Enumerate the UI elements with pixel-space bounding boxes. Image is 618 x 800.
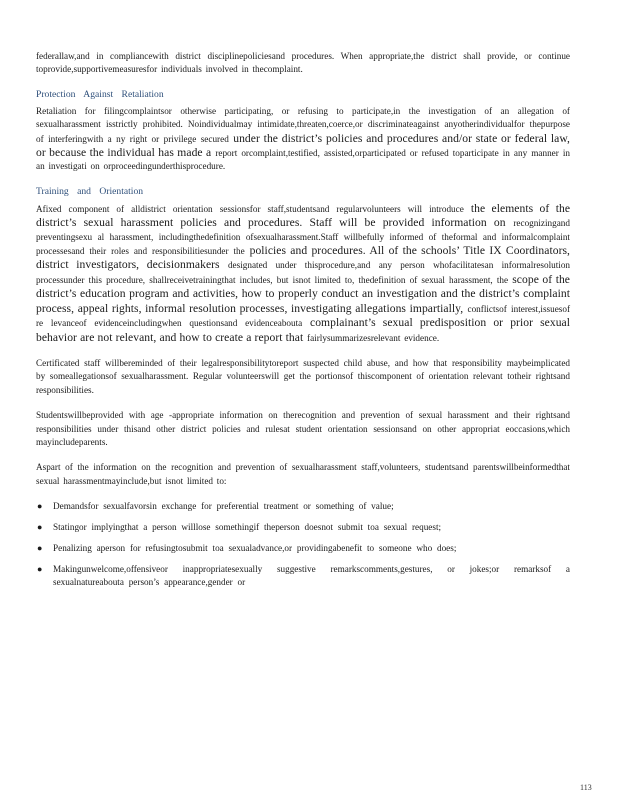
intro-paragraph: federallaw,and in compliancewith district disciplinepoliciesand procedures. When appropriate,the district shall provide, or continue toprovide,supportivemeasuresfor individuals involved in thecomplaint. (36, 51, 570, 75)
training-text-8: complainant’s sexual predisposition or prior sexual behavior are not relevant, and how to create a report that (36, 316, 571, 344)
list-item-text: Demandsfor sexualfavorsin exchange for preferential treatment or something of value; (53, 501, 394, 512)
certificated-staff-paragraph: Certificated staff willbereminded of their legalresponsibilitytoreport suspected child abuse, and how that responsibility maybeimplicated by someallegationsof sexualharassment. Regular volunteerswill get the portionsof thiscomponent of orientation relevant totheir rightsand responsibilities. (36, 357, 570, 395)
list-item-text: Statingor implyingthat a person willlose somethingif theperson doesnot submit toa sexual request; (53, 522, 442, 533)
training-text-7: conflictsof interest,issuesof re levanceof evidenceincludingwhen questionsand evidenceabouta (36, 303, 571, 329)
bullet-icon: ● (37, 564, 43, 575)
list-item (36, 521, 570, 534)
training-text-4: policies and procedures. All of the schools’ Title IX Coordinators, district investigators, decisionmakers (36, 244, 570, 272)
retaliation-text-1: Retaliation for filingcomplaintsor otherwise participating, or refusing to participate,in the investigation of an allegation of sexualharassment isstrictly prohibited. Noindividualmay intimidate,threaten,coerce,or discriminateagainst anyotherindividualfor thepurpose of interferingwith a ny right or privilege secured (36, 105, 570, 144)
list-item-text: Makingunwelcome,offensiveor inappropriatesexually suggestive remarkscomments,gestures, or jokes;or remarksof a sexualnatureabouta person’s appearance,gender or (53, 564, 570, 588)
retaliation-text-3: report orcomplaint,testified, assisted,orparticipated or refused toparticipate in any manner in an investigati on orproceedingunderthisprocedure. (36, 148, 571, 172)
training-text-1: Afixed component of alldistrict orientation sessionsfor staff,studentsand regularvolunteers will introduce (36, 203, 464, 214)
list-item (36, 563, 570, 589)
training-text-6: scope of the district’s education program and activities, how to properly conduct an investigation and the district’s complaint process, appeal rights, informal resolution processes, investigating allegations impartially, (36, 272, 571, 315)
list-item (36, 500, 570, 513)
students-paragraph: Studentswillbeprovided with age -appropriate information on therecognition and prevention of sexual harassment and their rightsand responsibilities under thisand other district policies and rulesat student orientation sessionsand on other appropriat eoccasions,which mayincludeparents. (36, 410, 570, 447)
page-content (36, 50, 570, 597)
training-paragraph (36, 202, 570, 345)
section-heading-retaliation: Protection Against Retaliation (36, 88, 164, 100)
bullet-icon: ● (37, 522, 43, 533)
section-heading-training: Training and Orientation (36, 185, 144, 197)
list-item-text: Penalizing aperson for refusingtosubmit toa sexualadvance,or providingabenefit to someone who does; (53, 543, 457, 554)
training-text-3: recognizingand preventingsexu al harassment, includingthedefinition ofsexualharassment.Staff willbefully informed of theformal and informalcomplaint processesand their roles and responsibilitiesunder the (36, 218, 570, 257)
training-text-5: designated under thisprocedure,and any person whofacilitatesan informalresolution processunder this procedure, shallreceivetrainingthat includes, but isnot limited to, thedefinition of sexual harassment, the (36, 260, 571, 285)
retaliation-paragraph (36, 105, 570, 174)
bullet-icon: ● (37, 543, 43, 554)
list-item (36, 542, 570, 555)
training-text-2: the elements of the district’s sexual harassment policies and procedures. Staff will be provided information on (36, 201, 571, 230)
examples-intro-paragraph: Aspart of the information on the recognition and prevention of sexualharassment staff,volunteers, studentsand parentswillbeinformedthat sexual harassmentmayinclude,but isnot limited to: (36, 462, 570, 486)
training-text-9: fairlysummarizesrelevant evidence. (307, 332, 440, 343)
examples-list (36, 500, 570, 589)
bullet-icon: ● (37, 501, 43, 512)
retaliation-text-2: under the district’s policies and procedures and/or state or federal law, or because the individual has made a (36, 131, 570, 160)
page-number: 113 (580, 783, 592, 792)
